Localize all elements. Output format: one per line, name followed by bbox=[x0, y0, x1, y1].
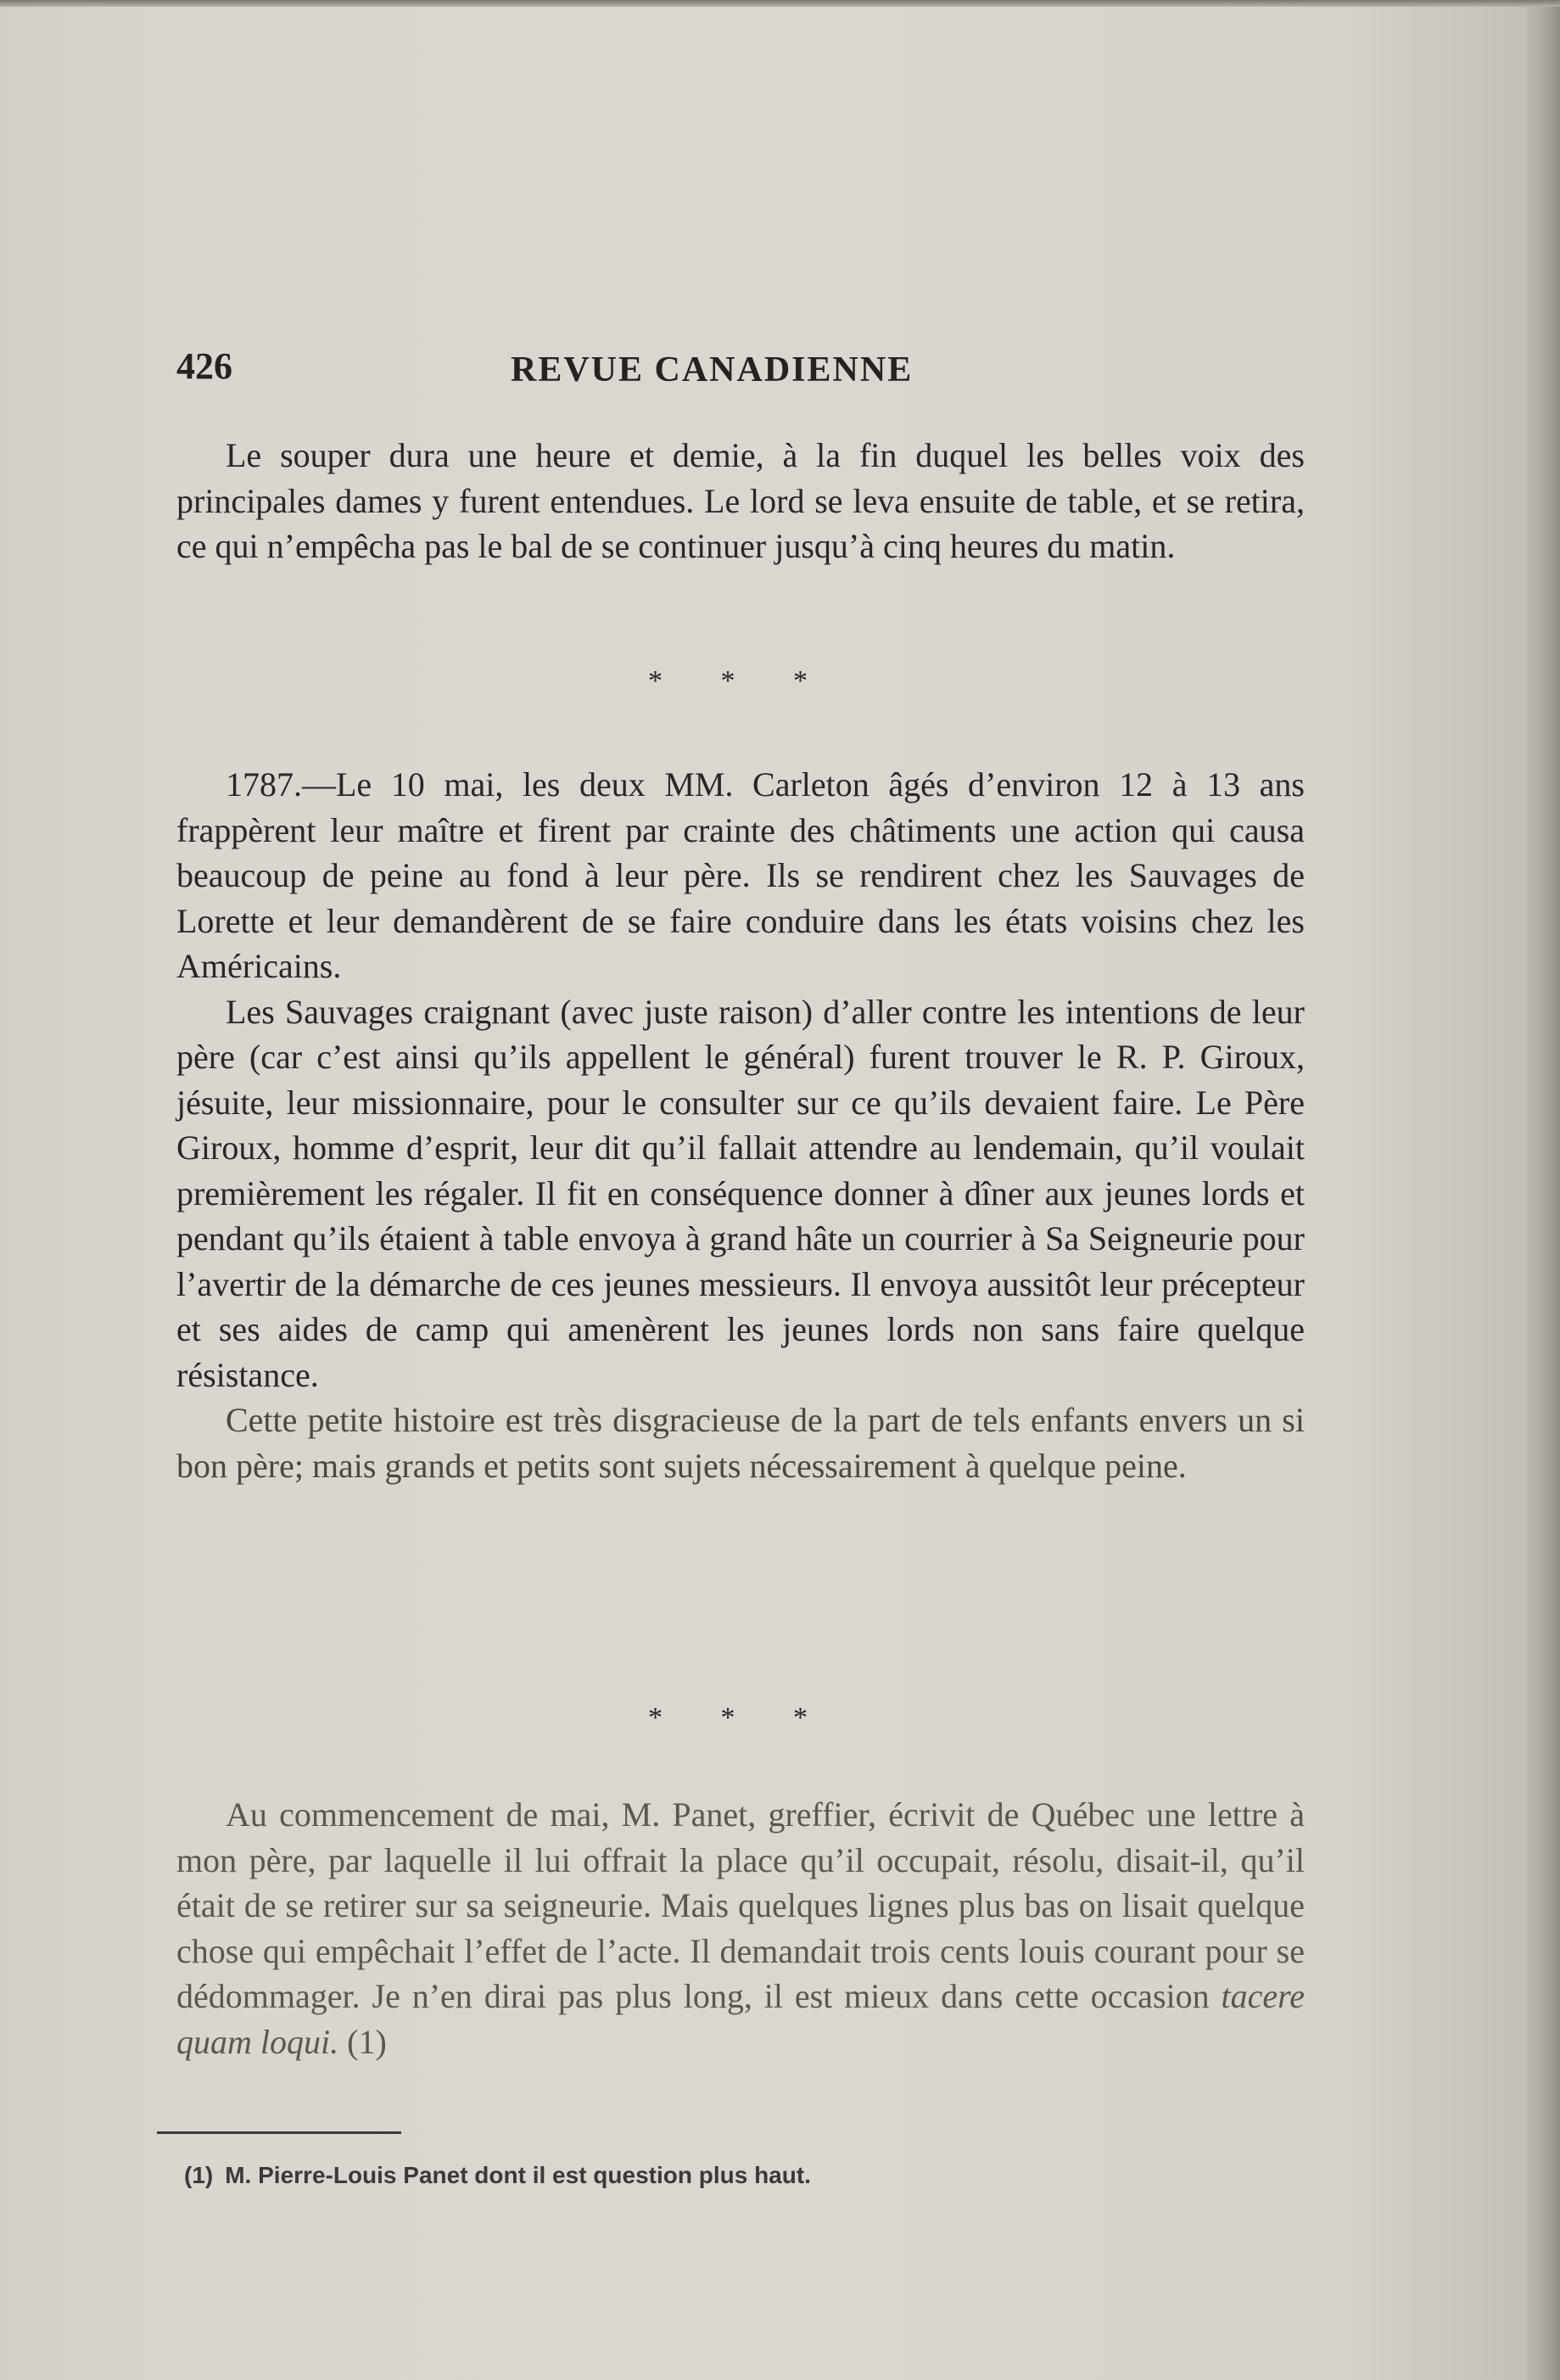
paragraph: Le souper dura une heure et demie, à la fin duquel les belles voix des principales dames y furent entendues. Le lord se leva ensuite de table, et se retira, ce qui n’empêcha pas le bal de se continuer jusqu’à cinq heures du matin. bbox=[176, 436, 1305, 565]
top-edge bbox=[0, 0, 1560, 7]
footnote-reference: (1) bbox=[338, 2022, 387, 2061]
page-header bbox=[176, 344, 1449, 404]
page-number: 426 bbox=[176, 345, 232, 387]
paragraph: Cette petite histoire est très disgracieuse de la part de tels enfants envers un si bon père; mais grands et petits sont sujets nécessairement à quelque peine. bbox=[176, 1401, 1305, 1485]
footnote-divider bbox=[157, 2131, 401, 2134]
paragraph: 1787.—Le 10 mai, les deux MM. Carleton âgés d’environ 12 à 13 ans frappèrent leur maître et firent par crainte des châtiments une action qui causa beaucoup de peine au fond à leur père. Ils se rendirent chez les Sauvages de Lorette et leur demandèrent de se faire conduire dans les états voisins chez les Américains. bbox=[176, 765, 1305, 985]
footnote bbox=[184, 2162, 811, 2189]
footnote-text: M. Pierre-Louis Panet dont il est question plus haut. bbox=[225, 2162, 811, 2188]
section-separator: * * * bbox=[648, 665, 833, 697]
section-separator: * * * bbox=[648, 1702, 833, 1733]
section-banquet bbox=[176, 433, 1305, 569]
section-carleton bbox=[176, 762, 1305, 1488]
paragraph bbox=[176, 1792, 1305, 2064]
latin-phrase: tacere quam loqui. bbox=[176, 1977, 1305, 2061]
running-title: REVUE CANADIENNE bbox=[511, 350, 914, 389]
paragraph: Les Sauvages craignant (avec juste raison) d’aller contre les intentions de leur père (car c’est ainsi qu’ils appellent le général) furent trouver le R. P. Giroux, jésuite, leur missionnaire, pour le consulter sur ce qu’ils devaient faire. Le Père Giroux, homme d’esprit, leur dit qu’il fallait attendre au lendemain, qu’il voulait premièrement les régaler. Il fit en conséquence donner à dîner aux jeunes lords et pendant qu’ils étaient à table envoya à grand hâte un courrier à Sa Seigneurie pour l’avertir de la démarche de ces jeunes messieurs. Il envoya aussitôt leur précepteur et ses aides de camp qui amenèrent les jeunes lords non sans faire quelque résistance. bbox=[176, 992, 1305, 1394]
section-panet bbox=[176, 1792, 1305, 2064]
page-edge bbox=[1527, 0, 1560, 2380]
paragraph-text: Au commencement de mai, M. Panet, greffier, écrivit de Québec une lettre à mon père, par laquelle il lui offrait la place qu’il occupait, résolu, disait-il, qu’il était de se retirer sur sa seigneurie. Mais quelques lignes plus bas on lisait quelque chose qui empêchait l’effet de l’acte. Il demandait trois cents louis courant pour se dédommager. Je n’en dirai pas plus long, il est mieux dans cette occasion bbox=[176, 1795, 1305, 2015]
footnote-mark: (1) bbox=[184, 2162, 214, 2188]
